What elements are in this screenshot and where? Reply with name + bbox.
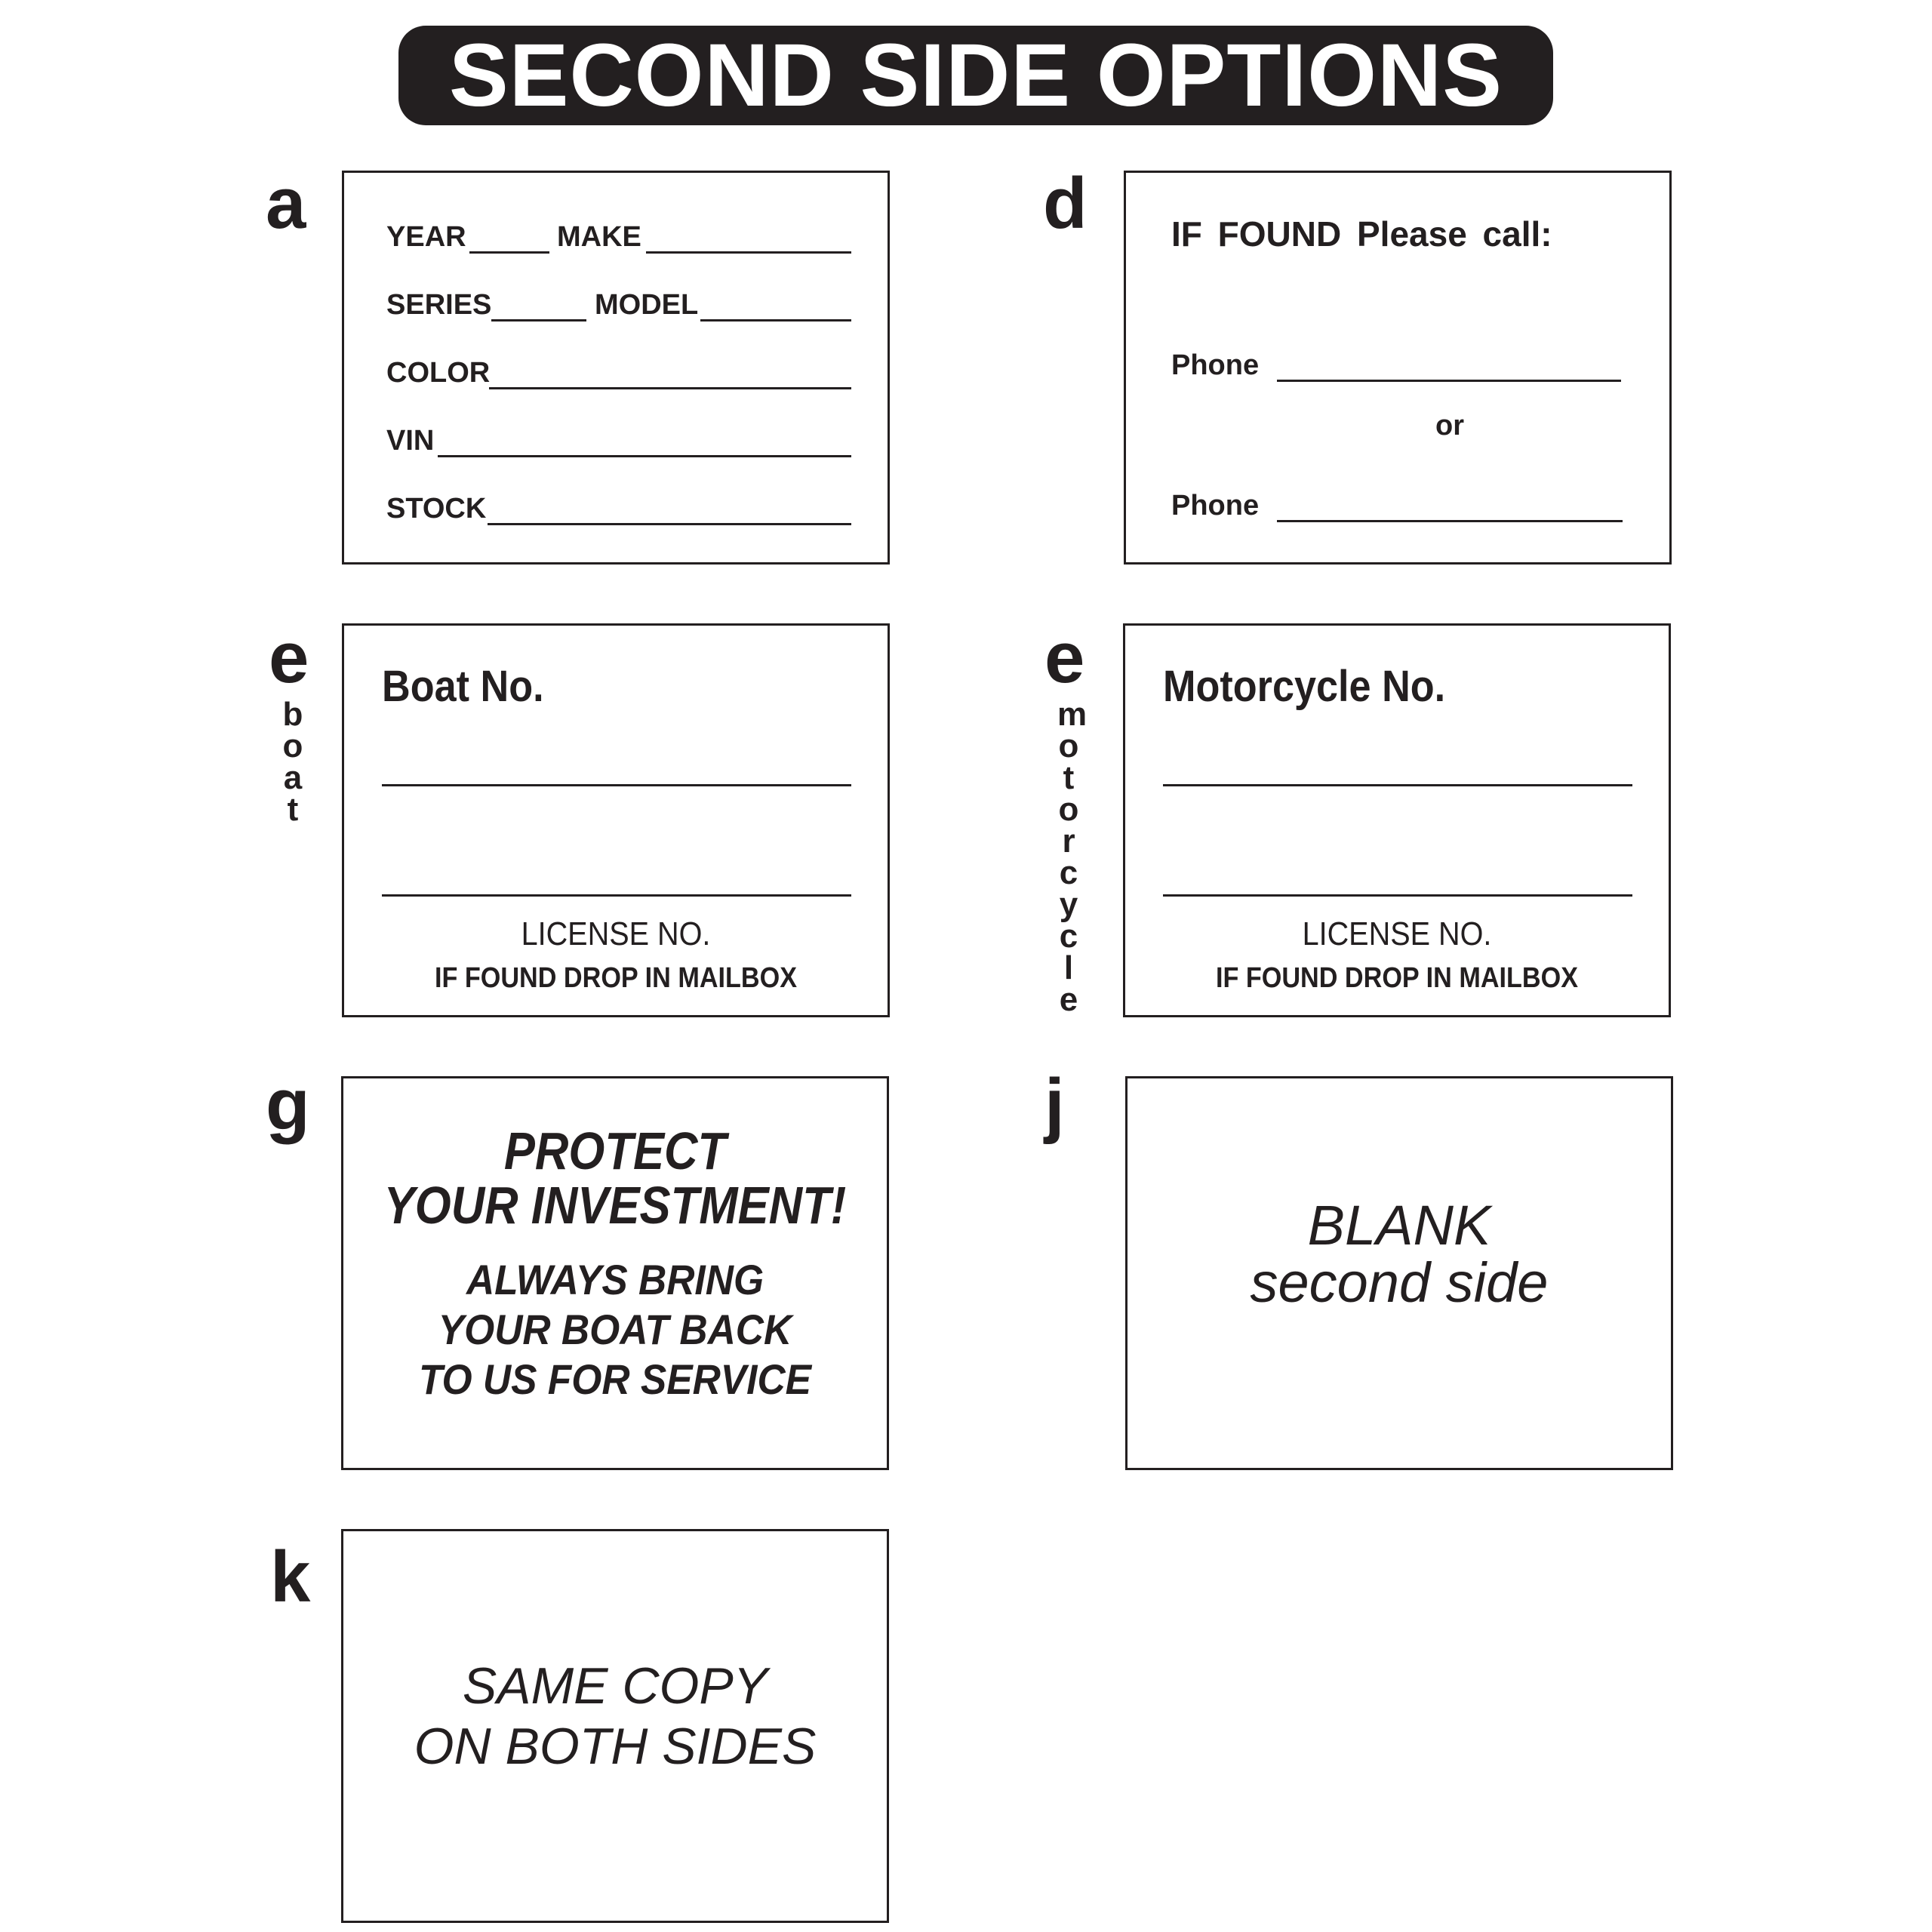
option-letter-d: d [1043, 163, 1088, 244]
vin-label: VIN [386, 425, 435, 457]
vertical-word-motorcycle-text: motorcycle [1057, 696, 1088, 1018]
option-card-e-motorcycle [1123, 623, 1671, 1017]
your-investment-line: YOUR INVESTMENT! [383, 1176, 847, 1235]
page-title: SECOND SIDE OPTIONS [449, 26, 1503, 125]
vertical-word-boat-text: boat [282, 696, 303, 828]
phone-line-2 [1277, 520, 1623, 522]
second-side-line: second side [1250, 1251, 1549, 1314]
option-letter-g: g [266, 1064, 310, 1145]
if-found-heading: IF FOUND Please call: [1171, 214, 1552, 254]
same-copy-line: SAME COPY [462, 1657, 768, 1715]
stock-label: STOCK [386, 493, 487, 525]
model-label: MODEL [595, 289, 699, 321]
option-card-j [1125, 1076, 1673, 1470]
vin-line [438, 455, 851, 457]
phone-label-1: Phone [1171, 349, 1260, 381]
always-bring-line: ALWAYS BRING [466, 1256, 764, 1303]
on-both-sides-line: ON BOTH SIDES [414, 1718, 817, 1775]
to-us-for-service-line: TO US FOR SERVICE [418, 1355, 812, 1403]
year-line [469, 251, 549, 254]
vertical-word-boat [278, 696, 308, 828]
option-card-g [341, 1076, 889, 1470]
model-line [700, 319, 851, 321]
boat-no-line-1 [382, 784, 851, 786]
motorcycle-no-line-1 [1163, 784, 1632, 786]
boat-license-label: LICENSE NO. [521, 915, 711, 952]
blank-line: BLANK [1307, 1194, 1491, 1257]
page-title-banner [398, 26, 1553, 125]
make-line [646, 251, 851, 254]
motorcycle-no-heading: Motorcycle No. [1163, 662, 1446, 711]
option-letter-j: j [1044, 1064, 1065, 1145]
your-boat-back-line: YOUR BOAT BACK [438, 1306, 792, 1353]
color-label: COLOR [386, 357, 491, 389]
or-label: or [1435, 410, 1464, 441]
series-label: SERIES [386, 289, 492, 321]
protect-line: PROTECT [503, 1121, 727, 1180]
motorcycle-found-label: IF FOUND DROP IN MAILBOX [1215, 962, 1579, 994]
option-letter-k: k [270, 1537, 311, 1617]
option-letter-a: a [266, 163, 306, 244]
vertical-word-motorcycle [1054, 696, 1088, 1018]
make-label: MAKE [557, 221, 641, 253]
option-letter-e-boat: e [269, 617, 309, 698]
year-label: YEAR [386, 221, 466, 253]
boat-no-heading: Boat No. [382, 662, 544, 711]
series-line [491, 319, 586, 321]
boat-no-line-2 [382, 894, 851, 897]
motorcycle-license-label: LICENSE NO. [1302, 915, 1492, 952]
option-card-e-boat [342, 623, 890, 1017]
phone-label-2: Phone [1171, 490, 1260, 521]
color-line [489, 387, 851, 389]
motorcycle-no-line-2 [1163, 894, 1632, 897]
option-letter-e-motorcycle: e [1044, 617, 1085, 698]
boat-found-label: IF FOUND DROP IN MAILBOX [434, 962, 798, 994]
option-card-a [342, 171, 890, 565]
stock-line [488, 523, 851, 525]
option-card-k [341, 1529, 889, 1923]
phone-line-1 [1277, 380, 1621, 382]
option-card-d [1124, 171, 1672, 565]
